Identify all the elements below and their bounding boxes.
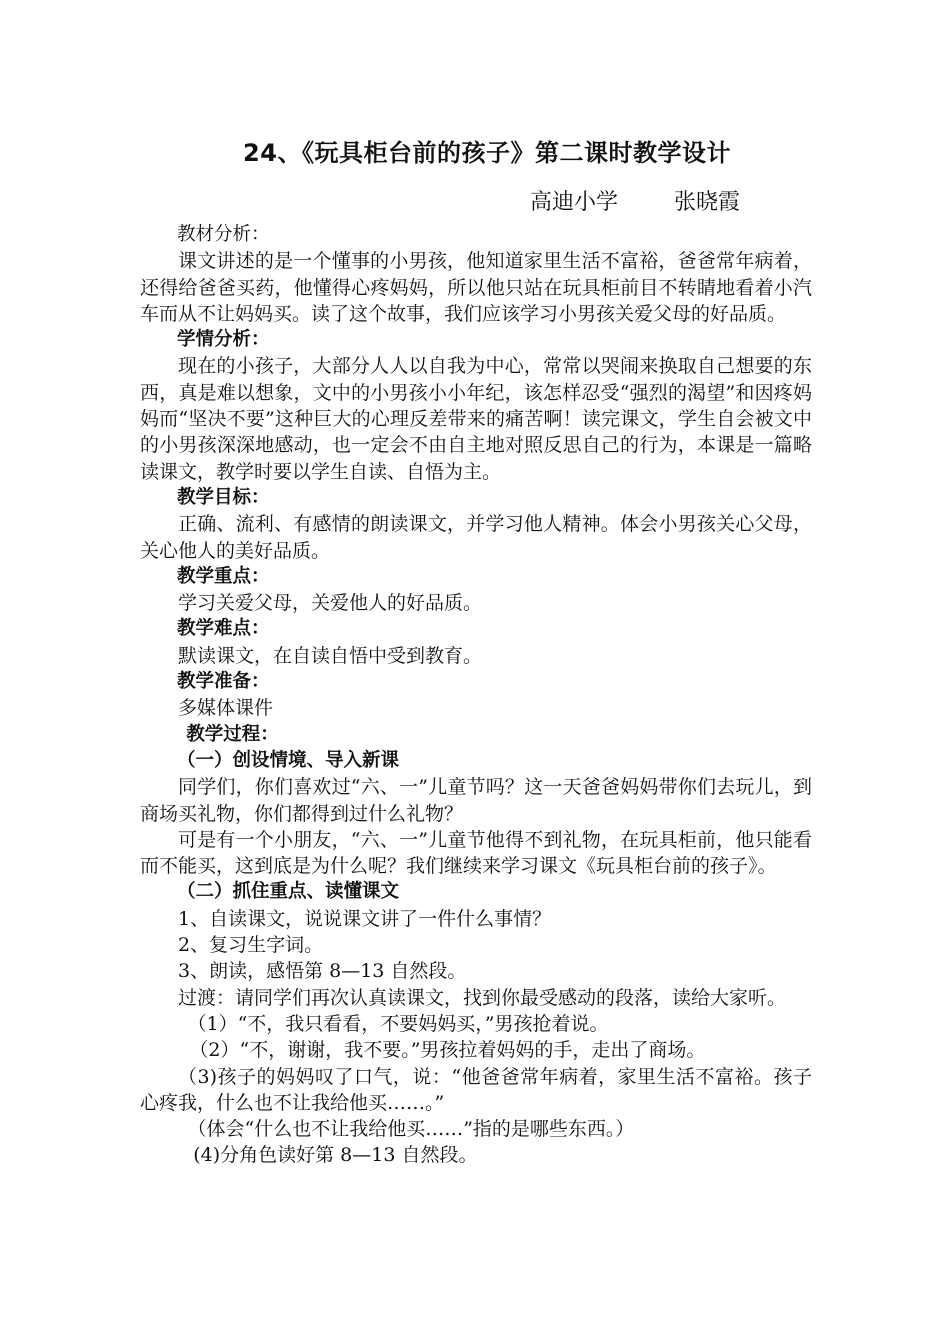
key-heading: 教学重点： [177,565,270,587]
step2-item-2: 2、复习生字词。 [178,934,324,957]
process-heading: 教学过程： [186,723,279,745]
transition-paragraph: 过渡：请同学们再次认真读课文，找到你最受感动的段落，读给大家听。 [178,986,787,1009]
step1-paragraph-1: 同学们，你们喜欢过“六、一”儿童节吗？这一天爸爸妈妈带你们去玩儿，到商场买礼物，你们都得到过什么礼物？ [140,776,812,825]
quote-1: （1）“不，我只看看，不要妈妈买，”男孩抢着说。 [187,1012,609,1035]
step1-paragraph-2: 可是有一个小朋友，“六、一”儿童节他得不到礼物，在玩具柜前，他只能看而不能买，这到底是为什么呢？我们继续来学习课文《玩具柜台前的孩子》。 [140,828,812,878]
analysis-text: 课文讲述的是一个懂事的小男孩，他知道家里生活不富裕，爸爸常年病着，还得给爸爸买药，他懂得心疼妈妈，所以他只站在玩具柜前目不转睛地看着小汽车而从不让妈妈买。读了这个故事，我们应该学习小男孩关爱父母的好品质。 [140,250,812,325]
document-body [140,222,812,1169]
analysis-heading: 教材分析： [177,224,270,245]
author-line: 高迪小学 张晓霞 [530,190,740,215]
students-heading: 学情分析： [177,329,270,351]
goals-text: 正确、流利、有感情的朗读课文，并学习他人精神。体会小男孩关心父母，关心他人的美好品质。 [140,513,812,562]
step2-item-3: 3、朗读，感悟第 8—13 自然段。 [178,960,467,983]
difficult-text: 默读课文，在自读自悟中受到教育。 [178,644,483,667]
step2-item-1: 1、自读课文，说说课文讲了一件什么事情？ [178,907,552,930]
reflection-note: （体会“什么也不让我给他买……”指的是哪些东西。） [187,1118,635,1141]
quote-3: （3)孩子的妈妈叹了口气，说：“他爸爸常年病着，家里生活不富裕。孩子心疼我，什么也不让我给他买……。” [140,1065,812,1114]
goals-heading: 教学目标： [177,486,270,508]
quote-2: （2）“不，谢谢，我不要。”男孩拉着妈妈的手，走出了商场。 [189,1039,706,1062]
step2-item-4: (4)分角色读好第 8—13 自然段。 [193,1144,478,1167]
step1-heading: （一）创设情境、导入新课 [177,749,400,771]
prep-heading: 教学准备： [177,671,270,693]
step2-heading: （二）抓住重点、读懂课文 [177,881,400,903]
students-text: 现在的小孩子，大部分人人以自我为中心，常常以哭闹来换取自己想要的东西，真是难以想象，文中的小男孩小小年纪，该怎样忍受“强烈的渴望”和因疼妈妈而“坚决不要”这种巨大的心理反差带来的痛苦啊！读完课文，学生自会被文中的小男孩深深地感动，也一定会不由自主地对照反思自己的行为，本课是一篇略读课文，教学时要以学生自读、自悟为主。 [140,355,812,483]
page-title: 24、《玩具柜台前的孩子》第二课时教学设计 [243,139,731,167]
difficult-heading: 教学难点： [177,618,270,640]
key-text: 学习关爱父母，关爱他人的好品质。 [178,592,483,615]
prep-text: 多媒体课件 [178,697,274,720]
